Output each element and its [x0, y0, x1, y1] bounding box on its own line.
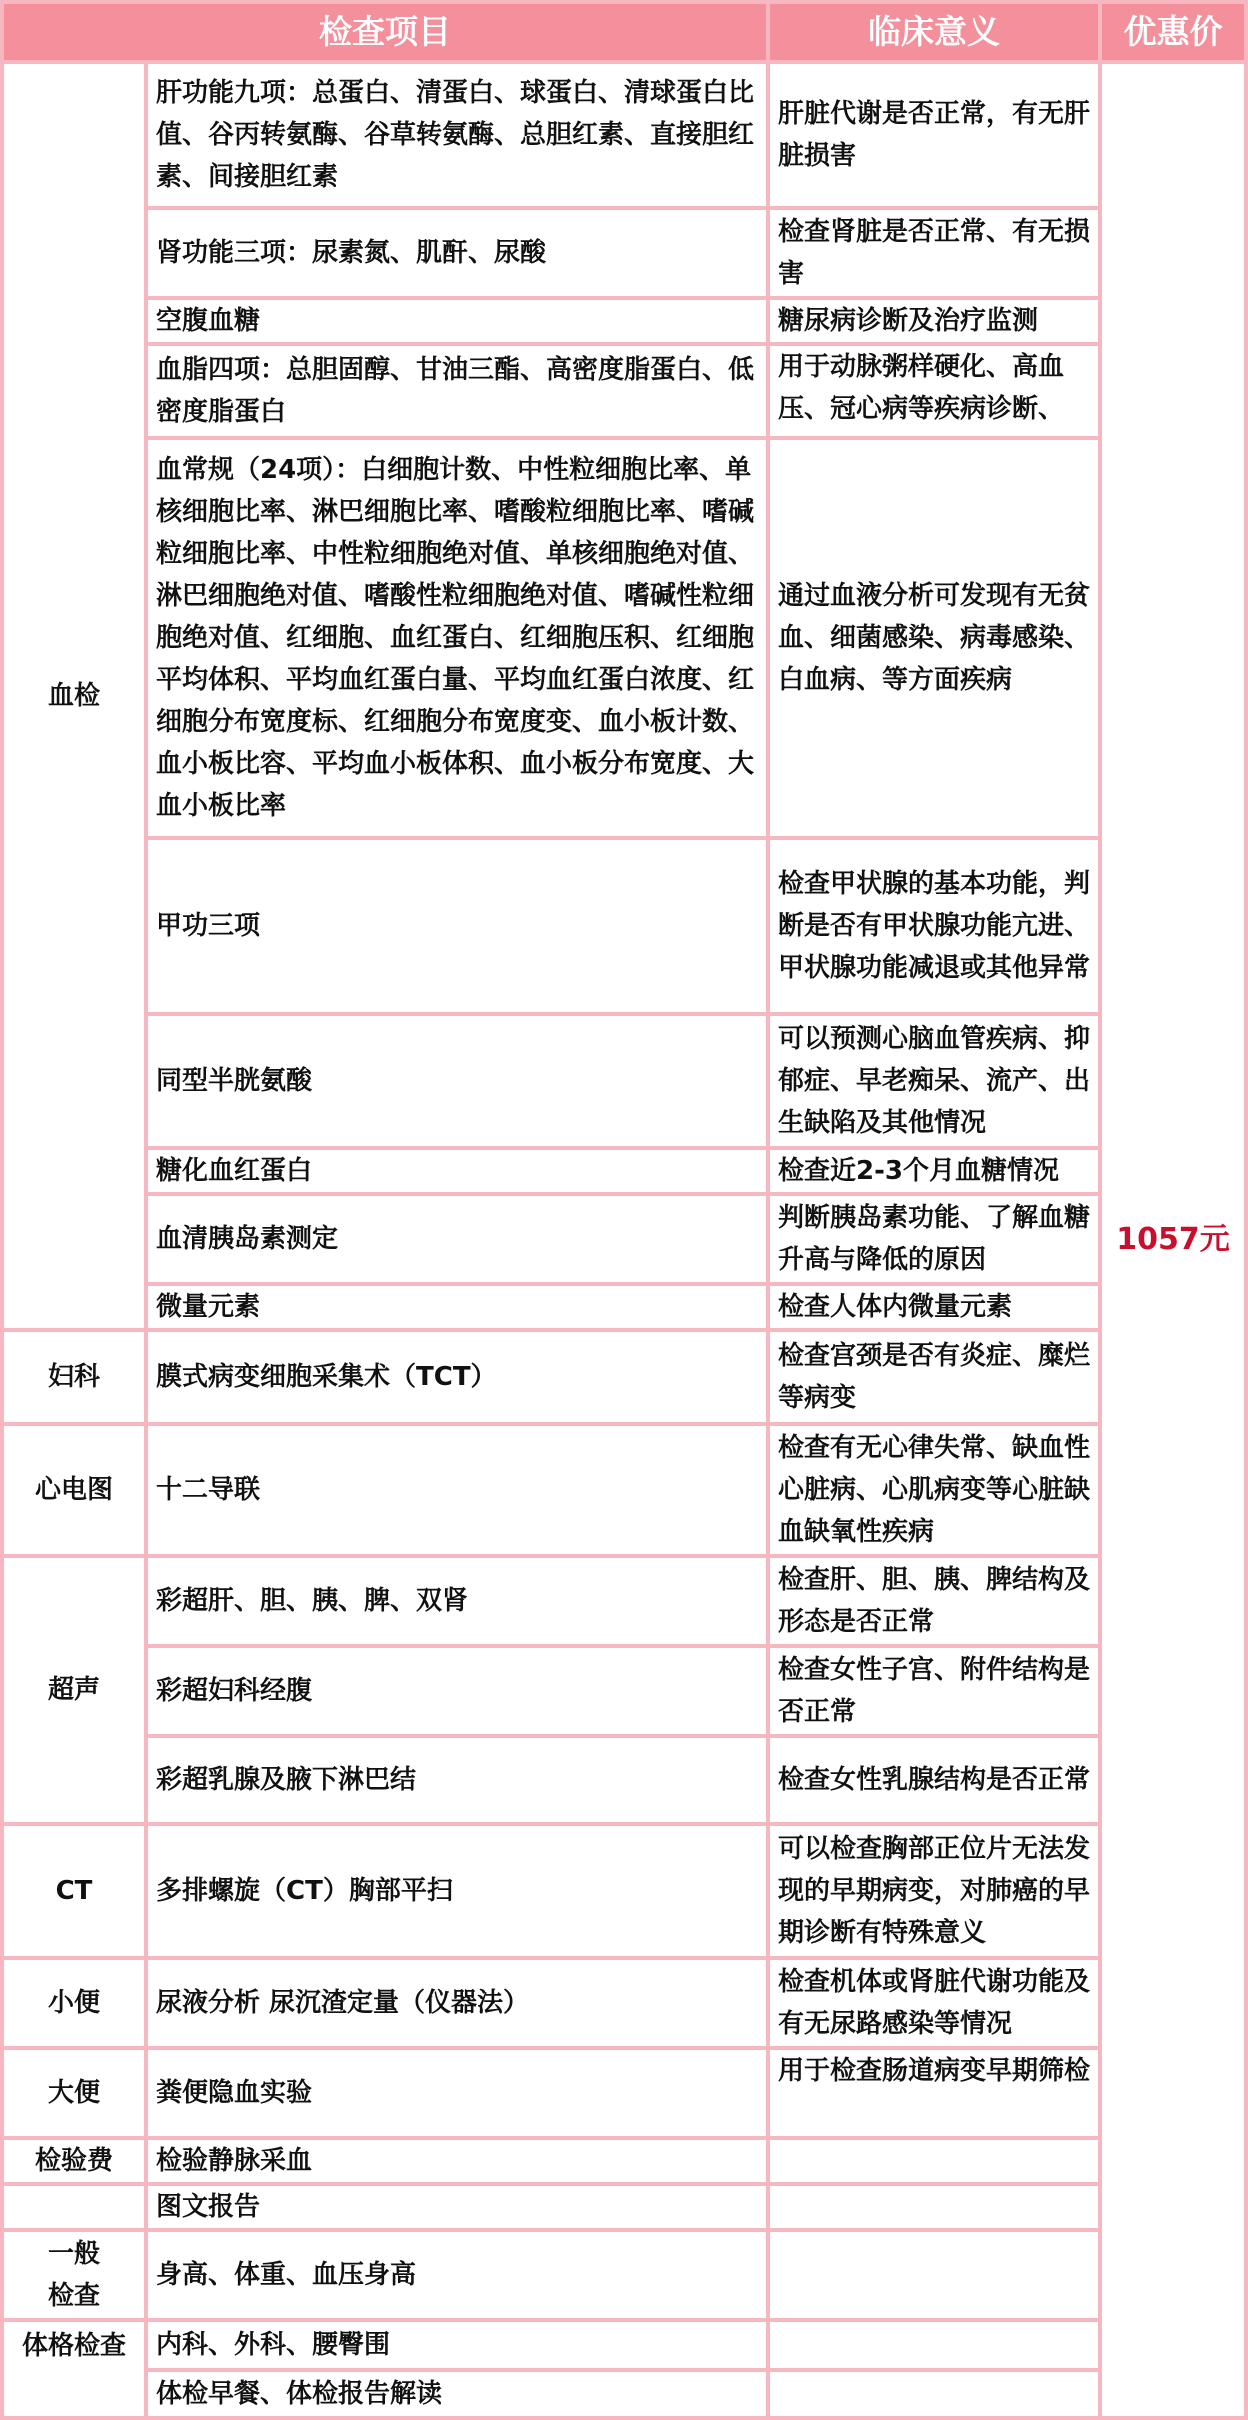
header-price — [1102, 4, 1244, 60]
item-cell: 血脂四项：总胆固醇、甘油三酯、高密度脂蛋白、低密度脂蛋白 — [148, 346, 766, 436]
meaning-cell: 检查人体内微量元素 — [770, 1286, 1098, 1328]
header-items-label: 检查项目 — [319, 12, 451, 51]
meaning-cell — [770, 2186, 1098, 2228]
meaning-cell — [770, 2232, 1098, 2318]
item-cell: 十二导联 — [148, 1426, 766, 1554]
item-cell: 粪便隐血实验 — [148, 2050, 766, 2136]
item-cell: 糖化血红蛋白 — [148, 1150, 766, 1192]
item-cell: 微量元素 — [148, 1286, 766, 1328]
item-cell: 多排螺旋（CT）胸部平扫 — [148, 1826, 766, 1956]
item-cell: 肝功能九项：总蛋白、清蛋白、球蛋白、清球蛋白比值、谷丙转氨酶、谷草转氨酶、总胆红素、直接胆红素、间接胆红素 — [148, 64, 766, 206]
category-stool: 大便 — [4, 2050, 144, 2136]
meaning-cell: 检查甲状腺的基本功能，判断是否有甲状腺功能亢进、甲状腺功能减退或其他异常 — [770, 840, 1098, 1012]
item-cell: 检验静脉采血 — [148, 2140, 766, 2182]
meaning-cell: 可以预测心脑血管疾病、抑郁症、早老痴呆、流产、出生缺陷及其他情况 — [770, 1016, 1098, 1146]
category-blood: 血检 — [4, 64, 144, 1328]
price-value: 1057元 — [1116, 1222, 1230, 1257]
meaning-cell: 用于检查肠道病变早期筛检 — [770, 2050, 1098, 2136]
category-ct: CT — [4, 1826, 144, 1956]
meaning-cell — [770, 2140, 1098, 2182]
meaning-cell: 通过血液分析可发现有无贫血、细菌感染、病毒感染、白血病、等方面疾病 — [770, 440, 1098, 836]
meaning-cell: 糖尿病诊断及治疗监测 — [770, 300, 1098, 342]
meaning-cell: 检查宫颈是否有炎症、糜烂等病变 — [770, 1332, 1098, 1422]
category-urine: 小便 — [4, 1960, 144, 2046]
meaning-cell: 检查肾脏是否正常、有无损害 — [770, 210, 1098, 296]
item-cell: 甲功三项 — [148, 840, 766, 1012]
item-cell: 图文报告 — [148, 2186, 766, 2228]
category-gyn: 妇科 — [4, 1332, 144, 1422]
category-lab-fee: 检验费 — [4, 2140, 144, 2182]
item-cell: 彩超肝、胆、胰、脾、双肾 — [148, 1558, 766, 1644]
meaning-cell: 检查女性子宫、附件结构是否正常 — [770, 1648, 1098, 1734]
meaning-cell: 可以检查胸部正位片无法发现的早期病变，对肺癌的早期诊断有特殊意义 — [770, 1826, 1098, 1956]
meaning-cell — [770, 2372, 1098, 2416]
category-blank — [4, 2186, 144, 2228]
meaning-cell: 用于动脉粥样硬化、高血压、冠心病等疾病诊断、 — [770, 346, 1098, 436]
meaning-cell: 检查有无心律失常、缺血性心脏病、心肌病变等心脏缺血缺氧性疾病 — [770, 1426, 1098, 1554]
item-cell: 内科、外科、腰臀围 — [148, 2322, 766, 2368]
item-cell: 空腹血糖 — [148, 300, 766, 342]
item-cell: 血清胰岛素测定 — [148, 1196, 766, 1282]
header-meaning-label: 临床意义 — [868, 12, 1000, 51]
price-cell — [1102, 64, 1244, 2416]
meaning-cell: 检查肝、胆、胰、脾结构及形态是否正常 — [770, 1558, 1098, 1644]
item-cell: 尿液分析 尿沉渣定量（仪器法） — [148, 1960, 766, 2046]
item-cell: 肾功能三项：尿素氮、肌酐、尿酸 — [148, 210, 766, 296]
item-cell: 同型半胱氨酸 — [148, 1016, 766, 1146]
item-cell: 彩超妇科经腹 — [148, 1648, 766, 1734]
category-physical: 体格检查 — [4, 2322, 144, 2416]
item-cell: 膜式病变细胞采集术（TCT） — [148, 1332, 766, 1422]
meaning-cell: 肝脏代谢是否正常，有无肝脏损害 — [770, 64, 1098, 206]
item-cell: 体检早餐、体检报告解读 — [148, 2372, 766, 2416]
meaning-cell: 判断胰岛素功能、了解血糖升高与降低的原因 — [770, 1196, 1098, 1282]
category-ultrasound: 超声 — [4, 1558, 144, 1822]
header-price-label: 优惠价 — [1123, 12, 1223, 51]
header-meaning — [770, 4, 1098, 60]
category-ecg: 心电图 — [4, 1426, 144, 1554]
meaning-cell: 检查女性乳腺结构是否正常 — [770, 1738, 1098, 1822]
item-cell: 血常规（24项）：白细胞计数、中性粒细胞比率、单核细胞比率、淋巴细胞比率、嗜酸粒细胞比率、嗜碱粒细胞比率、中性粒细胞绝对值、单核细胞绝对值、淋巴细胞绝对值、嗜酸性粒细胞绝对值、嗜碱性粒细胞绝对值、红细胞、血红蛋白、红细胞压积、红细胞平均体积、平均血红蛋白量、平均血红蛋白浓度、红细胞分布宽度标、红细胞分布宽度变、血小板计数、血小板比容、平均血小板体积、血小板分布宽度、大血小板比率 — [148, 440, 766, 836]
header-items — [4, 4, 766, 60]
item-cell: 彩超乳腺及腋下淋巴结 — [148, 1738, 766, 1822]
category-general: 一般 检查 — [4, 2232, 144, 2318]
meaning-cell: 检查近2-3个月血糖情况 — [770, 1150, 1098, 1192]
meaning-cell: 检查机体或肾脏代谢功能及有无尿路感染等情况 — [770, 1960, 1098, 2046]
meaning-cell — [770, 2322, 1098, 2368]
item-cell: 身高、体重、血压身高 — [148, 2232, 766, 2318]
